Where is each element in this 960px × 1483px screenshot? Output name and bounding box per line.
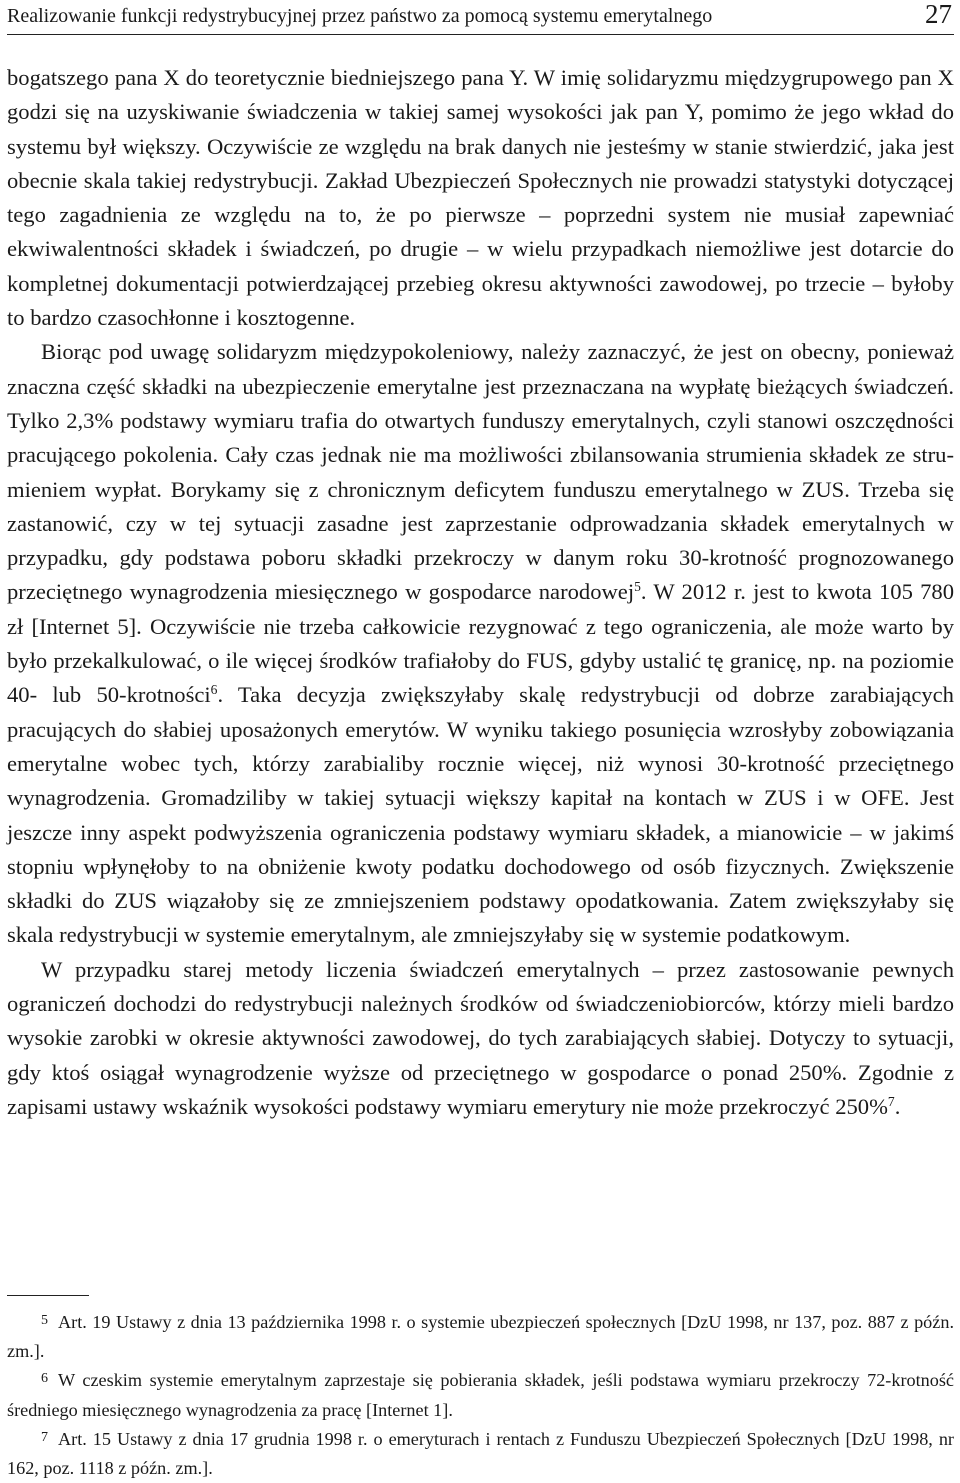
paragraph-3-end: . bbox=[894, 1093, 901, 1119]
footnote-number: 7 bbox=[41, 1429, 48, 1445]
footnote-ref-5[interactable]: 5 bbox=[634, 579, 641, 595]
running-title: Realizowanie funkcji redystrybucyjnej przez państwo za pomocą systemu emerytalnego bbox=[7, 5, 713, 27]
paragraph-3 bbox=[7, 953, 954, 1124]
footnote-number: 5 bbox=[41, 1313, 48, 1328]
paragraph-1-text: bogatszego pana X do teoretycznie biedniejszego pana Y. W imię solidaryzmu międzygrupowego pan X godzi się na uzyskiwanie świadczenia w takiej samej wysokości jak pan Y, pomimo że jego wkład do systemu był większy. Oczywiście ze względu na brak danych nie jesteśmy w stanie stwierdzić, jaka jest obecnie skala takiej redystrybucji. Zakład Ubezpieczeń Społecznych nie prowadzi statystyki dotyczącej tego zagadnienia ze względu na to, że po pierwsze – poprzedni system nie musiał zapewniać ekwiwalentności składek i świadczeń, po drugie – w wielu przypadkach niemożliwe jest dotarcie do kompletnej dokumentacji potwierdzającej przebieg okresu aktywności zawodowej, po trzecie – byłoby to bardzo czasochłonne i kosztogenne. bbox=[7, 65, 954, 331]
running-header bbox=[7, 0, 954, 35]
footnote-6 bbox=[7, 1366, 954, 1424]
page-number: 27 bbox=[925, 0, 952, 29]
document-page bbox=[7, 0, 954, 1480]
footnote-ref-6[interactable]: 6 bbox=[210, 682, 218, 698]
paragraph-2-text-a: Biorąc pod uwagę solidaryzm międzypokoleniowy, należy zaznaczyć, że jest on obecny, ponieważ znaczna część składki na ubezpieczenie emerytalne jest przeznaczana na wypłatę bieżących świadczeń. Tylko 2,3% podstawy wymiaru trafia do otwartych funduszy emerytalnych, czyli stanowi oszczędności pracującego pokolenia. Cały czas jednak nie ma możliwości zbilansowania strumienia składek ze strumieniem wypłat. Borykamy się z chronicznym deficytem funduszu emerytalnego w ZUS. Trzeba się zastanowić, czy w tej sytuacji zasadne jest zaprzestanie odprowadzania składek emerytalnych w przypadku, gdy podstawa poboru składki przekroczy w danym roku 30-krotność prognozowanego przeciętnego wynagrodzenia miesięcznego w gospodarce narodowej bbox=[7, 339, 954, 605]
paragraph-1 bbox=[7, 61, 954, 335]
footnote-number: 6 bbox=[41, 1371, 48, 1387]
paragraph-2 bbox=[7, 335, 954, 952]
footnote-text: Art. 19 Ustawy z dnia 13 października 1998 r. o systemie ubezpieczeń społecznych [DzU 1998, nr 137, poz. 887 z późn. zm.]. bbox=[7, 1312, 954, 1362]
paragraph-2-text-c: . Taka decyzja zwiększyłaby skalę redystrybucji od dobrze zarabiających pracujących do słabiej uposażonych emerytów. W wyniku takiego posunięcia wzrosłyby zobowiązania emerytalne wobec tych, którzy zarabialiby rocznie więcej, niż wynosi 30-krotność przeciętnego wynagrodzenia. Gromadziliby w takiej sytuacji większy kapitał na kontach w ZUS i w OFE. Jest jeszcze inny aspekt podwyższenia ograniczenia podstawy wymiaru składek, a mianowicie – w jakimś stopniu wpłynęłoby to na obniżenie kwoty podatku dochodowego od osób fizycznych. Zwiększenie składki do ZUS wiązałoby się ze zmniejszeniem podstawy opodatkowania. Zatem zwiększyłaby się skala redystrybucji w systemie emerytalnym, ale zmniejszyłaby się w systemie podatkowym. bbox=[7, 682, 954, 948]
footnote-separator bbox=[7, 1295, 89, 1296]
paragraph-2-text-b: . W 2012 r. jest to kwota 105 780 zł [Internet 5]. Oczywiście nie trzeba całkowicie rezygnować z tego ograniczenia, ale może warto by było przekalkulować, o ile więcej środków trafiałoby do FUS, gdyby ustalić tę granicę, np. na poziomie 40- lub 50-krotności bbox=[7, 579, 955, 708]
footnote-text: Art. 15 Ustawy z dnia 17 grudnia 1998 r. o emeryturach i rentach z Funduszu Ubezpieczeń Społecznych [DzU 1998, nr 162, poz. 1118 z późn. zm.]. bbox=[7, 1428, 954, 1479]
footnote-5 bbox=[7, 1308, 954, 1366]
footnote-text: W czeskim systemie emerytalnym zaprzestaje się pobierania składek, jeśli podstawa wymiaru przekroczy 72-krotność średniego miesięcznego wynagrodzenia za pracę [Internet 1]. bbox=[7, 1370, 954, 1420]
footnote-ref-7[interactable]: 7 bbox=[887, 1093, 895, 1109]
paragraph-3-text: W przypadku starej metody liczenia świadczeń emerytalnych – przez zastosowanie pewnych ograniczeń dochodzi do redystrybucji należnych środków od świadczeniobiorców, którzy mieli bardzo wysokie zarobki w okresie aktywności zawodowej, do tych zarabiających słabiej. Dotyczy to sytuacji, gdy ktoś osiągał wynagrodzenie wyższe od przeciętnego w gospodarce o ponad 250%. Zgodnie z zapisami ustawy wskaźnik wysokości podstawy wymiaru emerytury nie może przekroczyć 250% bbox=[7, 956, 954, 1119]
body-text bbox=[7, 61, 954, 1124]
footnotes bbox=[7, 1308, 954, 1483]
footnote-7 bbox=[7, 1425, 954, 1483]
